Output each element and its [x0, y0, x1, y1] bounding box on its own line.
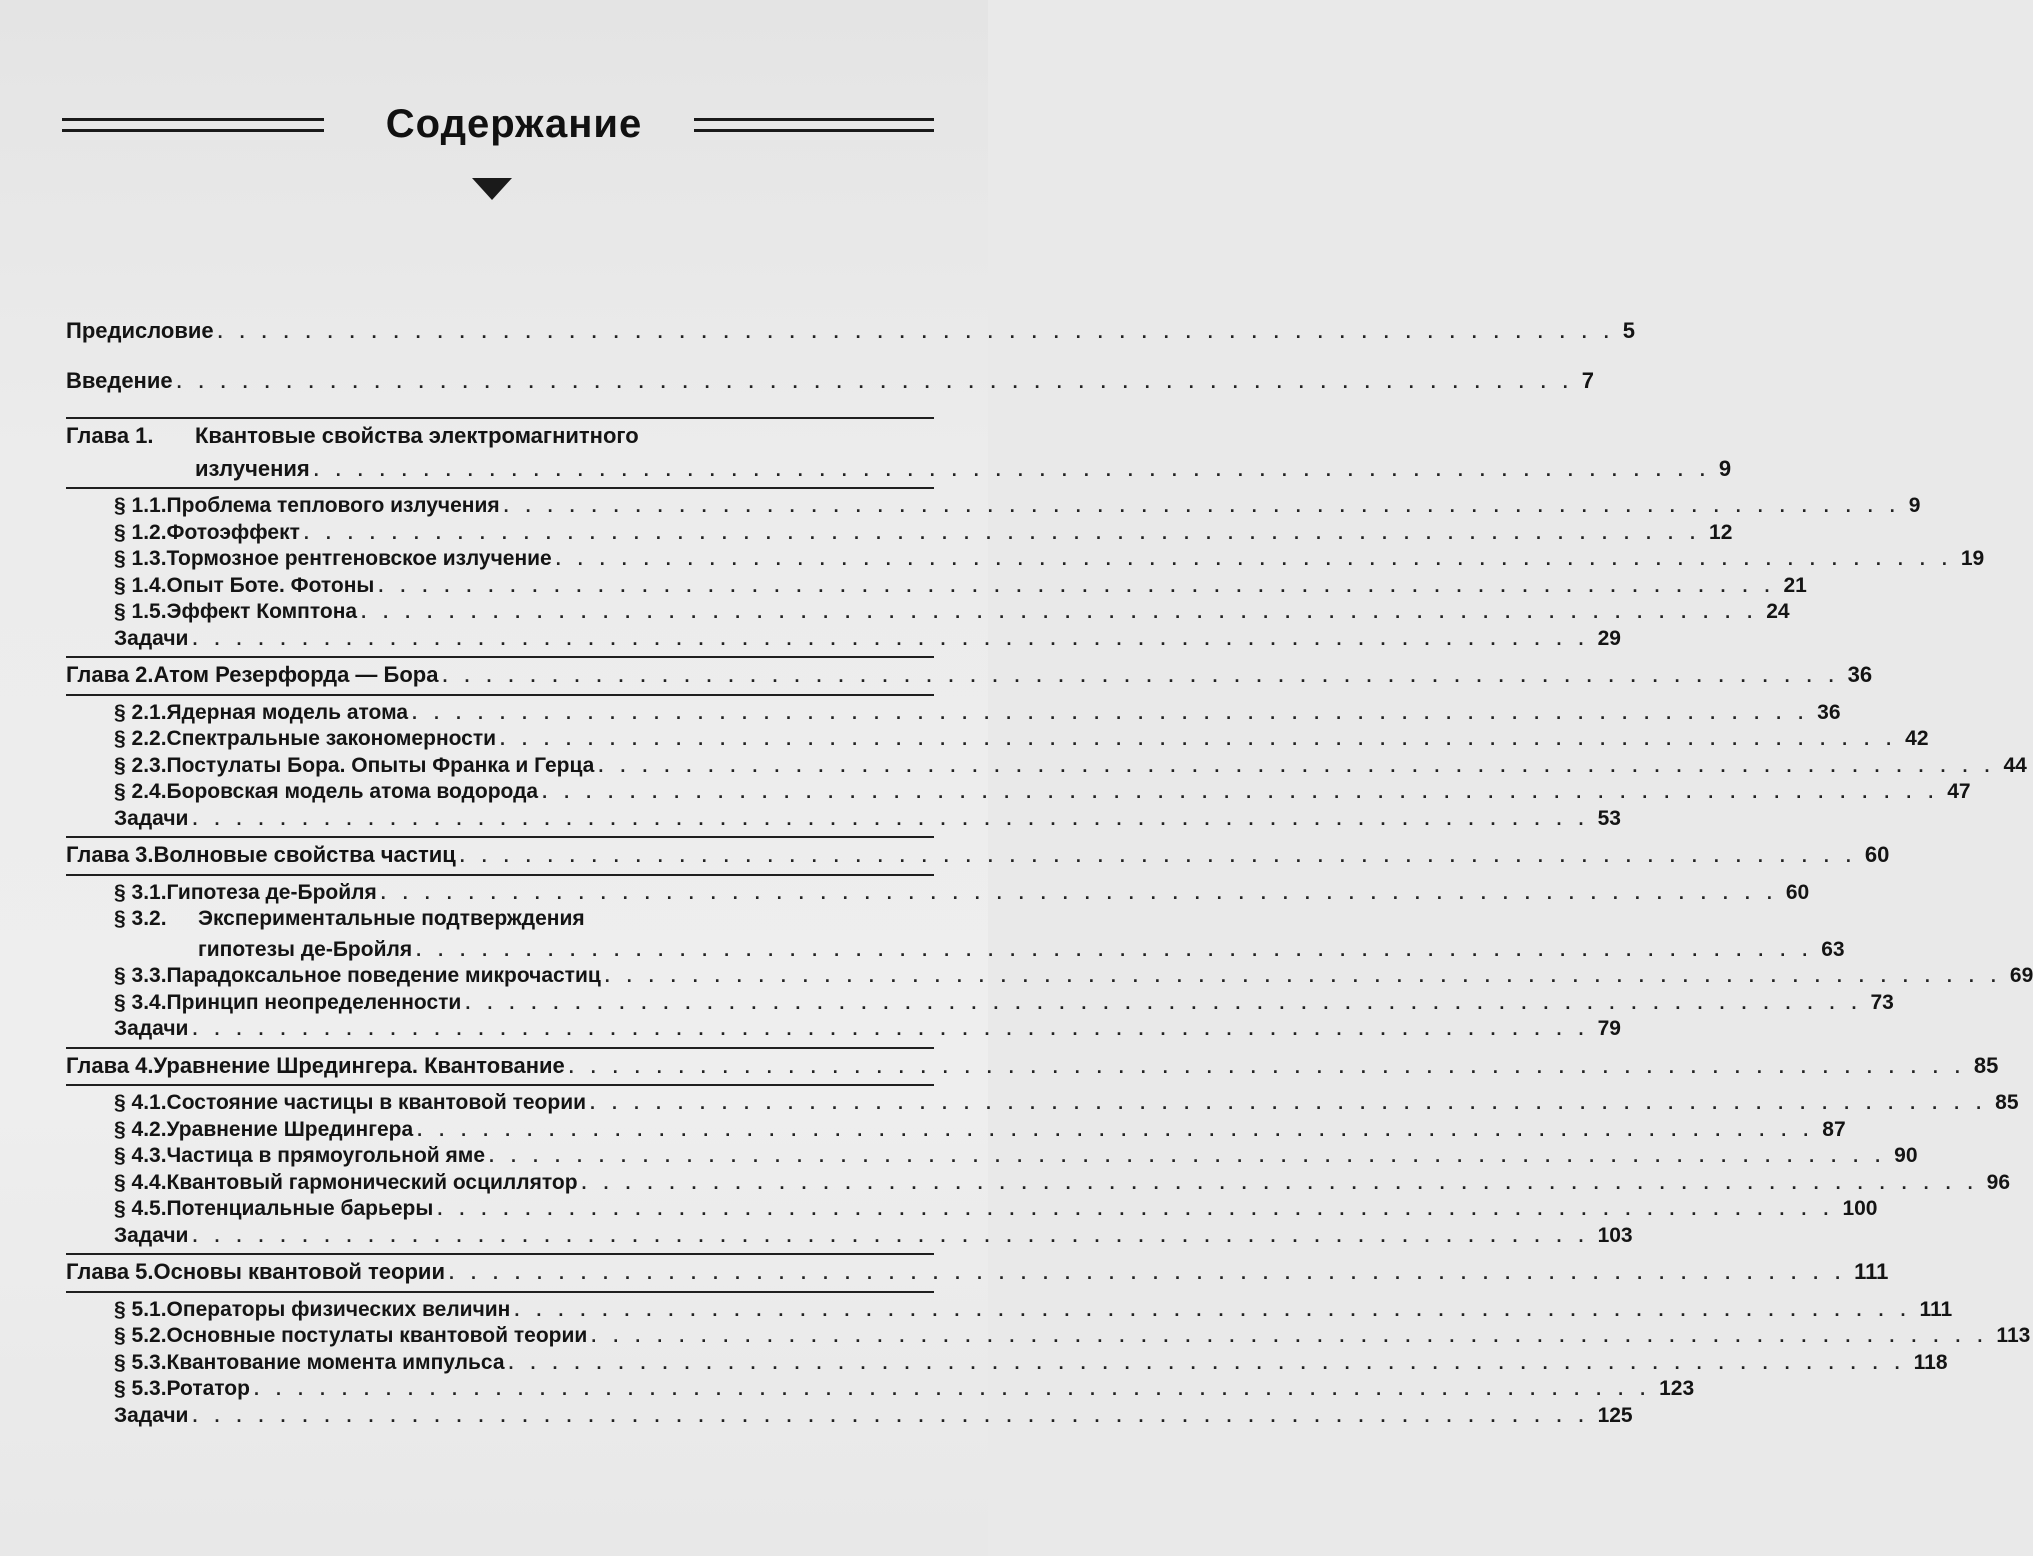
leader-dots: . . . . . . . . . . . . . . . . . . . . . . . . . . . . . . . . . . . . . . . . . . . . . . . . . . . . . . . . . . . . . . . .	[303, 522, 1702, 543]
section-number: § 4.2.	[114, 1117, 167, 1141]
leader-dots: . . . . . . . . . . . . . . . . . . . . . . . . . . . . . . . . . . . . . . . . . . . . . . . . . . . . . . . . . . . . . . . .	[604, 966, 2002, 986]
section-title: Квантование момента импульса	[166, 1350, 505, 1374]
toc-entry-chapter[interactable]	[66, 1052, 1999, 1081]
section-number: § 1.2.	[114, 520, 167, 544]
section-number: § 2.1.	[114, 700, 167, 724]
leader-dots: . . . . . . . . . . . . . . . . . . . . . . . . . . . . . . . . . . . . . . . . . . . . . . . . . . . . . . . . . . . . . . . .	[217, 322, 1615, 342]
toc-entry-section[interactable]	[66, 1117, 1846, 1144]
separator-rule	[66, 417, 934, 419]
leader-dots: . . . . . . . . . . . . . . . . . . . . . . . . . . . . . . . . . . . . . . . . . . . . . . . . . . . . . . . . . . . . . . . .	[192, 628, 1590, 649]
tasks-label: Задачи	[114, 806, 189, 830]
section-title: Экспериментальные подтверждения	[198, 907, 585, 930]
chapter-number: Глава 2.	[66, 662, 154, 687]
page-number: 36	[1847, 662, 1873, 687]
section-title-cont: гипотезы де-Бройля	[198, 937, 413, 961]
section-title: Ротатор	[166, 1377, 250, 1400]
section-title: Тормозное рентгеновское излучение	[166, 547, 552, 570]
section-number: § 1.1.	[114, 494, 167, 517]
section-number: § 3.1.	[114, 880, 167, 904]
leader-dots: . . . . . . . . . . . . . . . . . . . . . . . . . . . . . . . . . . . . . . . . . . . . . . . . . . . . . . . . . . . . . . . .	[568, 1056, 1966, 1077]
separator-rule	[66, 656, 934, 658]
leader-dots: . . . . . . . . . . . . . . . . . . . . . . . . . . . . . . . . . . . . . . . . . . . . . . . . . . . . . . . . . . . . . . . .	[176, 371, 1574, 392]
toc-entry-tasks[interactable]	[66, 1403, 1633, 1430]
page-number: 44	[2003, 753, 2027, 777]
toc-entry-section[interactable]	[66, 573, 1807, 600]
section-title: Постулаты Бора. Опыты Франка и Герца	[166, 753, 595, 777]
leader-dots: . . . . . . . . . . . . . . . . . . . . . . . . . . . . . . . . . . . . . . . . . . . . . . . . . . . . . . . . . . . . . . . .	[313, 459, 1711, 480]
leader-dots: . . . . . . . . . . . . . . . . . . . . . . . . . . . . . . . . . . . . . . . . . . . . . . . . . . . . . . . . . . . . . . . .	[442, 666, 1840, 686]
toc-entry-section[interactable]	[66, 753, 2027, 780]
toc-entry-front[interactable]	[66, 318, 1635, 346]
section-title: Частица в прямоугольной яме	[166, 1144, 486, 1167]
title-rule-left	[62, 118, 324, 132]
toc-entry-chapter-cont[interactable]	[66, 455, 1732, 484]
page-number: 111	[1919, 1297, 1953, 1321]
section-number: § 2.4.	[114, 780, 167, 803]
page-number: 118	[1913, 1350, 1948, 1374]
toc-entry-section[interactable]	[66, 726, 1929, 753]
toc-entry-chapter[interactable]	[66, 423, 934, 450]
section-number: § 4.4.	[114, 1170, 167, 1194]
page-number: 100	[1842, 1197, 1878, 1220]
section-title: Основные постулаты квантовой теории	[166, 1324, 588, 1347]
page-number: 90	[1894, 1144, 1918, 1167]
leader-dots: . . . . . . . . . . . . . . . . . . . . . . . . . . . . . . . . . . . . . . . . . . . . . . . . . . . . . . . . . . . . . . . .	[416, 939, 1814, 960]
page-number: 69	[2009, 964, 2033, 987]
section-number: § 5.2.	[114, 1324, 167, 1347]
toc-entry-section[interactable]	[66, 880, 1810, 907]
section-title: Ядерная модель атома	[166, 700, 409, 724]
page-number: 5	[1622, 318, 1635, 343]
toc-entry-tasks[interactable]	[66, 626, 1621, 653]
page-number: 7	[1581, 367, 1594, 393]
page-number: 60	[1785, 880, 1810, 904]
table-of-contents	[66, 318, 2033, 1429]
toc-entry-section[interactable]	[66, 599, 1790, 626]
leader-dots: . . . . . . . . . . . . . . . . . . . . . . . . . . . . . . . . . . . . . . . . . . . . . . . . . . . . . . . . . . . . . . . .	[253, 1379, 1652, 1399]
page-number: 42	[1905, 727, 1929, 750]
page-number: 85	[1973, 1052, 1999, 1078]
section-number: § 4.3.	[114, 1144, 167, 1167]
toc-entry-section[interactable]	[66, 963, 2033, 990]
chapter-title: Волновые свойства частиц	[153, 842, 456, 867]
toc-entry-section[interactable]	[66, 1350, 1948, 1377]
section-title: Гипотеза де-Бройля	[166, 880, 377, 904]
tasks-label: Задачи	[114, 1223, 189, 1247]
page-number: 123	[1659, 1377, 1695, 1400]
toc-entry-tasks[interactable]	[66, 1016, 1621, 1043]
leader-dots: . . . . . . . . . . . . . . . . . . . . . . . . . . . . . . . . . . . . . . . . . . . . . . . . . . . . . . . . . . . . . . . .	[192, 1019, 1590, 1039]
chapter-number: Глава 4.	[66, 1052, 154, 1078]
leader-dots: . . . . . . . . . . . . . . . . . . . . . . . . . . . . . . . . . . . . . . . . . . . . . . . . . . . . . . . . . . . . . . . .	[591, 1326, 1989, 1346]
separator-rule	[66, 1084, 934, 1086]
leader-dots: . . . . . . . . . . . . . . . . . . . . . . . . . . . . . . . . . . . . . . . . . . . . . . . . . . . . . . . . . . . . . . . .	[542, 782, 1940, 802]
leader-dots: . . . . . . . . . . . . . . . . . . . . . . . . . . . . . . . . . . . . . . . . . . . . . . . . . . . . . . . . . . . . . . . .	[465, 992, 1863, 1013]
separator-rule	[66, 1047, 934, 1049]
page-number: 73	[1870, 990, 1894, 1014]
toc-entry-section[interactable]	[66, 1376, 1695, 1403]
separator-rule	[66, 874, 934, 876]
section-number: § 3.4.	[114, 990, 167, 1014]
separator-rule	[66, 1291, 934, 1293]
section-title: Проблема теплового излучения	[166, 494, 500, 517]
chapter-number: Глава 3.	[66, 842, 154, 867]
toc-entry-section[interactable]	[66, 546, 1985, 573]
toc-entry-tasks[interactable]	[66, 806, 1621, 833]
toc-entry-section[interactable]	[66, 1196, 1878, 1223]
chapter-title: Квантовые свойства электромагнитного	[195, 423, 639, 448]
page-number: 36	[1817, 700, 1841, 724]
leader-dots: . . . . . . . . . . . . . . . . . . . . . . . . . . . . . . . . . . . . . . . . . . . . . . . . . . . . . . . . . . . . . . . .	[448, 1263, 1847, 1283]
page-number: 85	[1995, 1091, 2019, 1114]
page-number: 79	[1597, 1017, 1621, 1040]
page-number: 21	[1783, 573, 1807, 597]
section-number: § 1.4.	[114, 573, 167, 597]
toc-entry-front[interactable]	[66, 367, 1594, 396]
page-number: 24	[1766, 600, 1790, 623]
leader-dots: . . . . . . . . . . . . . . . . . . . . . . . . . . . . . . . . . . . . . . . . . . . . . . . . . . . . . . . . . . . . . . . .	[514, 1299, 1912, 1320]
toc-entry-section[interactable]	[66, 520, 1733, 547]
chapter-title: Основы квантовой теории	[153, 1259, 445, 1284]
toc-entry-section[interactable]	[66, 906, 934, 933]
chapter-title: Уравнение Шредингера. Квантование	[153, 1052, 565, 1078]
separator-rule	[66, 487, 934, 489]
leader-dots: . . . . . . . . . . . . . . . . . . . . . . . . . . . . . . . . . . . . . . . . . . . . . . . . . . . . . . . . . . . . . . . .	[590, 1093, 1988, 1113]
chapter-title: Атом Резерфорда — Бора	[153, 662, 439, 687]
toc-entry-section[interactable]	[66, 700, 1841, 727]
page-number: 96	[1986, 1170, 2011, 1194]
section-title: Потенциальные барьеры	[166, 1197, 434, 1220]
toc-entry-section[interactable]	[66, 990, 1894, 1017]
separator-rule	[66, 694, 934, 696]
page-number: 125	[1597, 1403, 1633, 1427]
chapter-number: Глава 5.	[66, 1259, 154, 1284]
section-number: § 5.3.	[114, 1350, 167, 1374]
page-number: 113	[1996, 1324, 2031, 1347]
leader-dots: . . . . . . . . . . . . . . . . . . . . . . . . . . . . . . . . . . . . . . . . . . . . . . . . . . . . . . . . . . . . . . . .	[412, 702, 1810, 723]
toc-entry-chapter[interactable]	[66, 662, 1873, 690]
toc-entry-section-cont[interactable]	[66, 937, 1845, 964]
section-title: Состояние частицы в квантовой теории	[166, 1091, 587, 1114]
leader-dots: . . . . . . . . . . . . . . . . . . . . . . . . . . . . . . . . . . . . . . . . . . . . . . . . . . . . . . . . . . . . . . . .	[581, 1172, 1979, 1193]
leader-dots: . . . . . . . . . . . . . . . . . . . . . . . . . . . . . . . . . . . . . . . . . . . . . . . . . . . . . . . . . . . . . . . .	[555, 549, 1953, 569]
page-number: 12	[1709, 520, 1733, 544]
section-number: § 1.3.	[114, 547, 167, 570]
leader-dots: . . . . . . . . . . . . . . . . . . . . . . . . . . . . . . . . . . . . . . . . . . . . . . . . . . . . . . . . . . . . . . . .	[417, 1119, 1815, 1140]
tasks-label: Задачи	[114, 1017, 189, 1040]
chapter-title-cont: излучения	[195, 455, 310, 481]
page-number: 111	[1854, 1259, 1889, 1284]
leader-dots: . . . . . . . . . . . . . . . . . . . . . . . . . . . . . . . . . . . . . . . . . . . . . . . . . . . . . . . . . . . . . . . .	[192, 1405, 1590, 1426]
section-number: § 1.5.	[114, 600, 167, 623]
leader-dots: . . . . . . . . . . . . . . . . . . . . . . . . . . . . . . . . . . . . . . . . . . . . . . . . . . . . . . . . . . . . . . . .	[500, 729, 1898, 749]
leader-dots: . . . . . . . . . . . . . . . . . . . . . . . . . . . . . . . . . . . . . . . . . . . . . . . . . . . . . . . . . . . . . . . .	[378, 575, 1776, 596]
leader-dots: . . . . . . . . . . . . . . . . . . . . . . . . . . . . . . . . . . . . . . . . . . . . . . . . . . . . . . . . . . . . . . . .	[192, 808, 1590, 829]
toc-entry-section[interactable]	[66, 1297, 1953, 1324]
separator-rule	[66, 836, 934, 838]
triangle-down-icon	[472, 178, 512, 200]
section-number: § 3.2.	[114, 907, 167, 930]
toc-entry-chapter[interactable]	[66, 842, 1890, 870]
chapter-number: Глава 1.	[66, 423, 154, 448]
title-rule-right	[694, 118, 934, 132]
header	[62, 100, 934, 160]
section-title: Уравнение Шредингера	[166, 1117, 414, 1141]
page-number: 9	[1908, 494, 1921, 517]
section-number: § 3.3.	[114, 964, 167, 987]
section-title: Квантовый гармонический осциллятор	[166, 1170, 578, 1194]
page-number: 103	[1597, 1223, 1633, 1247]
tasks-label: Задачи	[114, 626, 189, 650]
toc-entry-tasks[interactable]	[66, 1223, 1633, 1250]
leader-dots: . . . . . . . . . . . . . . . . . . . . . . . . . . . . . . . . . . . . . . . . . . . . . . . . . . . . . . . . . . . . . . . .	[503, 496, 1901, 516]
section-title: Операторы физических величин	[166, 1297, 511, 1321]
separator-rule	[66, 1253, 934, 1255]
section-title: Боровская модель атома водорода	[166, 780, 539, 803]
page-number: 60	[1864, 842, 1890, 867]
section-number: § 4.1.	[114, 1091, 167, 1114]
page-number: 47	[1947, 780, 1971, 803]
section-title: Опыт Боте. Фотоны	[166, 573, 375, 597]
page-number: 19	[1960, 547, 1985, 570]
leader-dots: . . . . . . . . . . . . . . . . . . . . . . . . . . . . . . . . . . . . . . . . . . . . . . . . . . . . . . . . . . . . . . . .	[380, 882, 1778, 903]
page-number: 63	[1821, 937, 1845, 961]
leader-dots: . . . . . . . . . . . . . . . . . . . . . . . . . . . . . . . . . . . . . . . . . . . . . . . . . . . . . . . . . . . . . . . .	[361, 602, 1759, 622]
leader-dots: . . . . . . . . . . . . . . . . . . . . . . . . . . . . . . . . . . . . . . . . . . . . . . . . . . . . . . . . . . . . . . . .	[598, 755, 1996, 776]
toc-entry-section[interactable]	[66, 779, 1971, 806]
section-number: § 4.5.	[114, 1197, 167, 1220]
section-title: Парадоксальное поведение микрочастиц	[166, 964, 601, 987]
toc-entry-chapter[interactable]	[66, 1259, 1889, 1287]
leader-dots: . . . . . . . . . . . . . . . . . . . . . . . . . . . . . . . . . . . . . . . . . . . . . . . . . . . . . . . . . . . . . . . .	[508, 1352, 1906, 1373]
toc-entry-section[interactable]	[66, 493, 1921, 520]
leader-dots: . . . . . . . . . . . . . . . . . . . . . . . . . . . . . . . . . . . . . . . . . . . . . . . . . . . . . . . . . . . . . . . .	[489, 1146, 1887, 1166]
toc-entry-section[interactable]	[66, 1170, 2011, 1197]
leader-dots: . . . . . . . . . . . . . . . . . . . . . . . . . . . . . . . . . . . . . . . . . . . . . . . . . . . . . . . . . . . . . . . .	[437, 1199, 1835, 1219]
toc-entry-section[interactable]	[66, 1323, 2031, 1350]
section-title: Фотоэффект	[166, 520, 300, 544]
leader-dots: . . . . . . . . . . . . . . . . . . . . . . . . . . . . . . . . . . . . . . . . . . . . . . . . . . . . . . . . . . . . . . . .	[459, 846, 1857, 866]
page-number: 53	[1597, 806, 1621, 830]
section-title: Эффект Комптона	[166, 600, 358, 623]
section-number: § 5.1.	[114, 1297, 167, 1321]
entry-title: Введение	[66, 367, 173, 393]
leader-dots: . . . . . . . . . . . . . . . . . . . . . . . . . . . . . . . . . . . . . . . . . . . . . . . . . . . . . . . . . . . . . . . .	[192, 1225, 1590, 1246]
toc-entry-section[interactable]	[66, 1090, 2019, 1117]
page-number: 9	[1718, 455, 1732, 481]
page-number: 87	[1822, 1117, 1846, 1141]
page-number: 29	[1597, 626, 1621, 650]
section-number: § 2.3.	[114, 753, 167, 777]
page-title: Содержание	[385, 102, 643, 146]
section-number: § 5.3.	[114, 1377, 167, 1400]
tasks-label: Задачи	[114, 1403, 189, 1427]
section-number: § 2.2.	[114, 727, 167, 750]
toc-entry-section[interactable]	[66, 1143, 1918, 1170]
entry-title: Предисловие	[66, 318, 214, 343]
section-title: Спектральные закономерности	[166, 727, 497, 750]
section-title: Принцип неопределенности	[166, 990, 462, 1014]
